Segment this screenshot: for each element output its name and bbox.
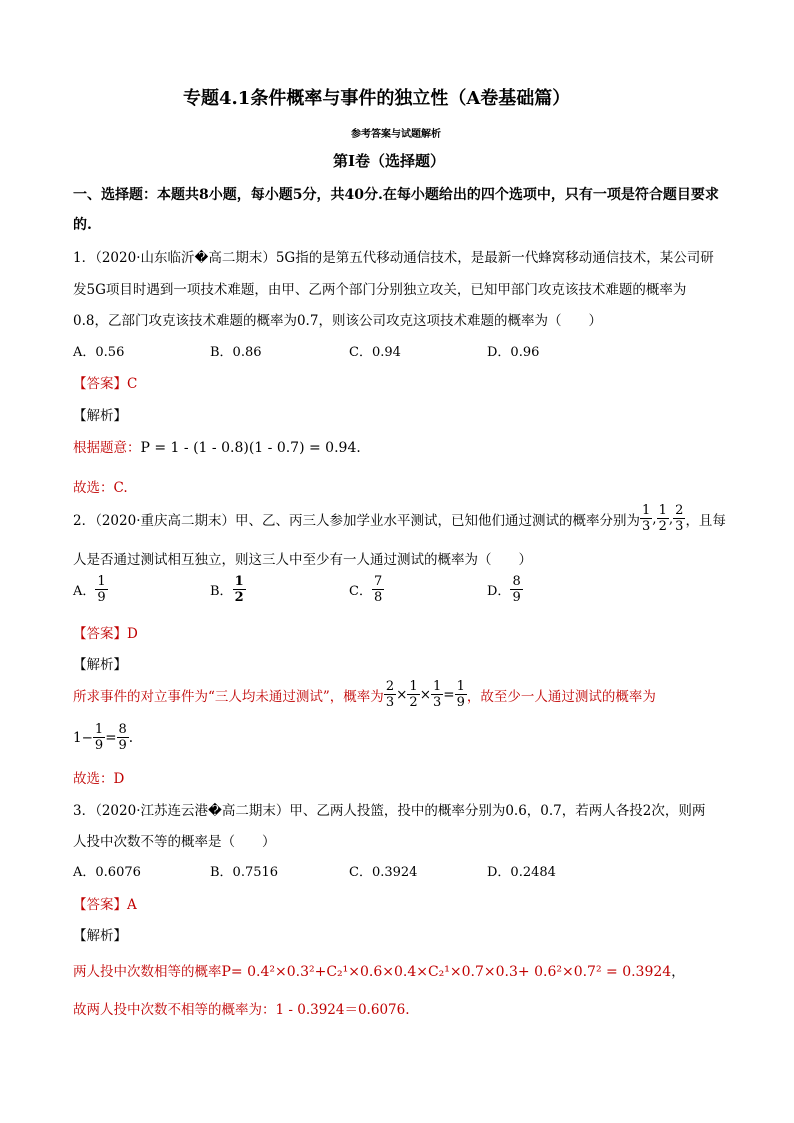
q2-line2: 人是否通过测试相互独立，则这三人中至少有一人通过测试的概率为（ ） [73,552,532,568]
q3-answer: 【答案】A [73,897,137,913]
q2-prob-2: $\frac{1}{2}$ [658,503,667,534]
q3-solution-line1: 两人投中次数相等的概率P= 0.4²×0.3²+C₂¹×0.6×0.4×C₂¹×0.7×0.3+ 0.6²×0.7² = 0.3924， [73,964,685,980]
q2-solution-line2: 1− $\frac{1}{9}$ = $\frac{8}{9}$ . [73,722,134,753]
q2-answer: 【答案】D [73,626,138,642]
q1-option-d: D．0.96 [487,345,540,360]
page-title: 专题4.1条件概率与事件的独立性（A卷基础篇） [183,88,571,109]
q3-solution-line2: 故两人投中次数不相等的概率为：1 - 0.3924＝0.6076. [73,1002,410,1018]
q1-option-a: A．0.56 [73,345,125,360]
q1-line1: 1．（2020·山东临沂�高二期末）5G指的是第五代移动通信技术，是最新一代蜂窝移动通信技术，某公司研 [73,250,714,266]
q2-conclusion: 故选：D [73,771,125,787]
q2-prob-1: $\frac{1}{3}$ [642,503,651,534]
q2-line1-text: 2．（2020·重庆高二期末）甲、乙、丙三人参加学业水平测试，已知他们通过测试的概率分别为 [73,512,640,529]
q1-solution [73,436,361,456]
q1-line2: 发5G项目时遇到一项技术难题，由甲、乙两个部门分别独立攻关，已知甲部门攻克该技术难题的概率为 [73,282,687,298]
q1-answer: 【答案】C [73,376,138,392]
page-subtitle: 参考答案与试题解析 [351,129,441,140]
q1-solution-end: . [356,440,361,456]
q2-solution-line1: 所求事件的对立事件为“三人均未通过测试”，概率为 $\frac{2}{3}$ × $\frac{1}{2}$ × $\frac{1}{3}$ = $\frac{1}{9}$ ，故至少一人通过测试的概率为 [73,679,656,710]
q3-analysis-label: 【解析】 [73,928,127,944]
section-intro-line2: 的. [73,217,92,233]
q1-analysis-label: 【解析】 [73,408,127,424]
q2-prob-3: $\frac{2}{3}$ [675,503,684,534]
q1-option-b: B．0.86 [210,345,262,360]
section-intro-line1: 一、选择题：本题共8小题，每小题5分，共40分.在每小题给出的四个选项中，只有一项是符合题目要求 [73,187,719,203]
q3-option-d: D．0.2484 [487,865,556,880]
q1-conclusion: 故选：C. [73,480,128,496]
volume-heading: 第Ⅰ卷（选择题） [333,152,446,170]
q2-option-a: A． $\frac{1}{9}$ [73,574,106,605]
q1-line3: 0.8，乙部门攻克该技术难题的概率为0.7，则该公司攻克这项技术难题的概率为（ ） [73,313,602,329]
q2-option-d: D． $\frac{8}{9}$ [487,574,521,605]
q1-solution-formula: P = 1 - (1 - 0.8)(1 - 0.7) = 0.94 [140,440,357,456]
q3-formula: P= 0.4²×0.3²+C₂¹×0.6×0.4×C₂¹×0.7×0.3+ 0.6²×0.7² = 0.3924 [221,964,672,980]
q3-option-c: C．0.3924 [349,865,418,880]
q3-option-a: A．0.6076 [73,865,141,880]
q2-option-b: B． $\frac{1}{2}$ [210,574,244,605]
q2-line1: 2．（2020·重庆高二期末）甲、乙、丙三人参加学业水平测试，已知他们通过测试的概率分别为 $\frac{1}{3}$ , $\frac{1}{2}$ , $\frac{2}{3}$ ，且每 [73,503,726,534]
q2-line1-end: ，且每 [685,512,726,529]
q3-line1: 3．（2020·江苏连云港�高二期末）甲、乙两人投篮，投中的概率分别为0.6，0.7，若两人各投2次，则两 [73,803,706,819]
q3-option-b: B．0.7516 [210,865,279,880]
q1-option-c: C．0.94 [349,345,401,360]
q3-line2: 人投中次数不等的概率是（ ） [73,834,276,850]
q2-option-c: C． $\frac{7}{8}$ [349,574,383,605]
q2-analysis-label: 【解析】 [73,657,127,673]
q1-solution-prefix: 根据题意： [73,440,141,456]
